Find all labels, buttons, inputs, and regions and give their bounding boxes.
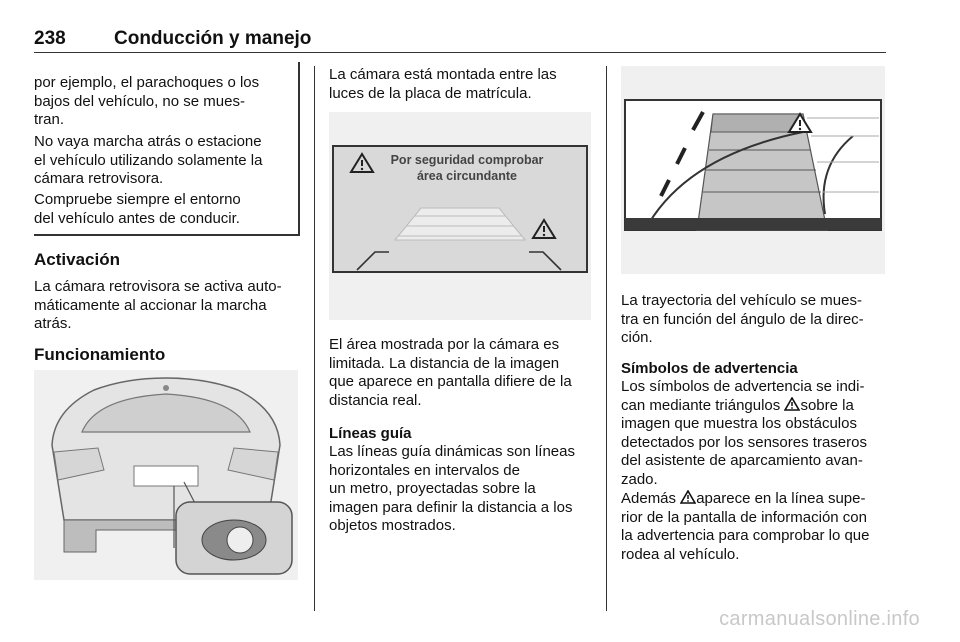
- camera-mount-paragraph: La cámara está montada entre las luces de la placa de matrícula.: [329, 66, 557, 102]
- section-activation-heading: Activación: [34, 250, 120, 269]
- car-rear-illustration: [34, 370, 298, 580]
- page-number: 238: [34, 28, 66, 49]
- display-area-paragraph: El área mostrada por la cámara es limitada. La distancia de la imagen que aparece en pantalla difiere de la distancia real.: [329, 336, 572, 409]
- watermark: carmanualsonline.info: [719, 608, 920, 630]
- warning-triangle-icon: [784, 397, 800, 411]
- column-divider-1: [314, 66, 315, 611]
- warning-text-3: Compruebe siempre el entorno del vehículo antes de conducir.: [34, 191, 241, 227]
- screen-message-line-1: Por seguridad comprobar: [390, 153, 544, 167]
- guide-lines-paragraph: Las líneas guía dinámicas son líneas horizontales en intervalos de un metro, proyectadas sobre la imagen para definir la distancia a los objetos mostrados.: [329, 443, 575, 534]
- column-divider-2: [606, 66, 607, 611]
- activation-paragraph: La cámara retrovisora se activa auto- máticamente al accionar la marcha atrás.: [34, 278, 282, 332]
- warning-text-2: No vaya marcha atrás o estacione el vehículo utilizando solamente la cámara retrovisora.: [34, 133, 263, 187]
- warning-symbols-heading: Símbolos de advertencia: [621, 360, 798, 377]
- warning-text-1: por ejemplo, el parachoques o los bajos del vehículo, no se mues- tran.: [34, 74, 260, 128]
- trajectory-paragraph: La trayectoria del vehículo se mues- tra en función del ángulo de la direc- ción.: [621, 292, 864, 346]
- chapter-title: Conducción y manejo: [114, 28, 312, 49]
- warning-symbols-paragraph: Los símbolos de advertencia se indi- can mediante triángulos sobre la imagen que muestra los obstáculos detectados por los sensores traseros del asistente de aparcamiento avan- zado.: [621, 378, 867, 488]
- camera-screen-figure: [329, 112, 591, 320]
- additional-warning-paragraph: Además aparece en la línea supe- rior de la pantalla de información con la advertencia para comprobar lo que rodea al vehículo.: [621, 490, 870, 563]
- warning-triangle-icon: [680, 490, 696, 504]
- trajectory-figure: [621, 66, 885, 274]
- page-header: [34, 28, 886, 54]
- header-rule: [34, 52, 886, 53]
- screen-message-line-2: área circundante: [416, 169, 518, 183]
- guide-lines-heading: Líneas guía: [329, 425, 412, 442]
- section-operation-heading: Funcionamiento: [34, 345, 166, 364]
